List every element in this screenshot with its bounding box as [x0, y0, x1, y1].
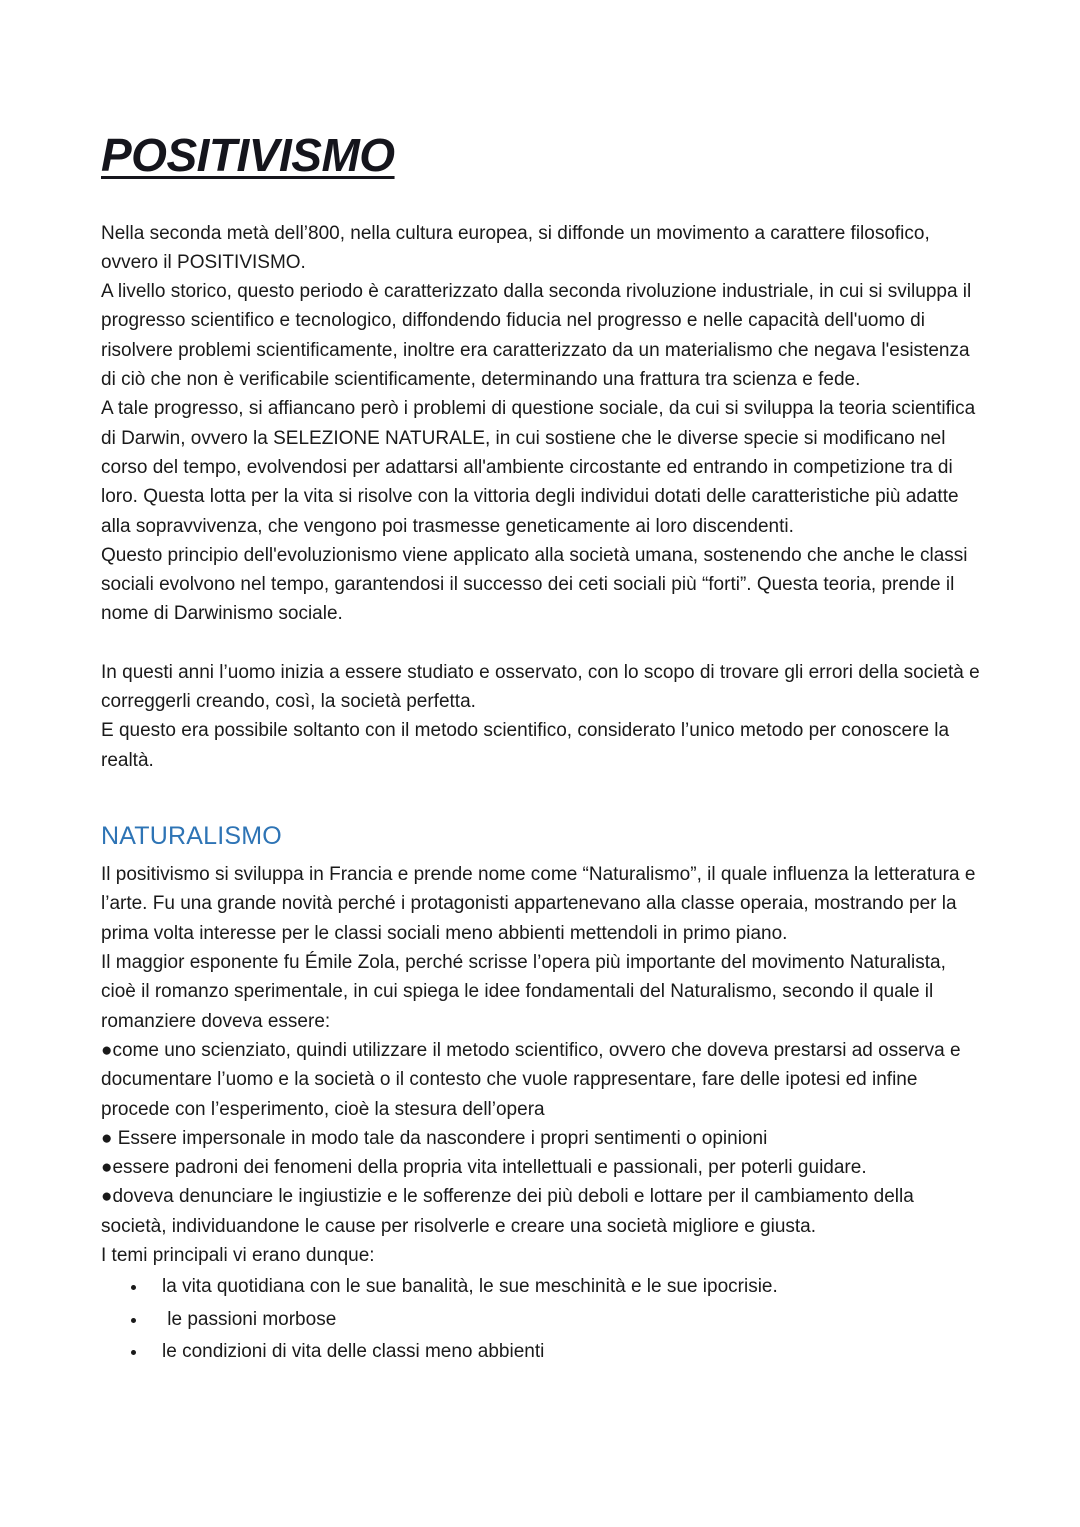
- paragraph: A livello storico, questo periodo è caratterizzato dalla seconda rivoluzione industriale, in cui si sviluppa il progresso scientifico e tecnologico, diffondendo fiducia nel progresso e nelle capacità dell'uomo di risolvere problemi scientificamente, inoltre era caratterizzato da un materialismo che negava l'esistenza di ciò che non è verificabile scientificamente, determinando una frattura tra scienza e fede.: [101, 281, 977, 391]
- title-row: [101, 130, 980, 219]
- intro-section: [101, 219, 980, 629]
- paragraph: ●doveva denunciare le ingiustizie e le sofferenze dei più deboli e lottare per il cambiamento della società, individuandone le cause per risolverle e creare una società migliore e giusta.: [101, 1186, 920, 1237]
- paragraph: In questi anni l’uomo inizia a essere studiato e osservato, con lo scopo di trovare gli errori della società e correggerli creando, così, la società perfetta.: [101, 661, 985, 713]
- paragraph: E questo era possibile soltanto con il metodo scientifico, considerato l’unico metodo per conoscere la realtà.: [101, 720, 955, 771]
- list-item: • le condizioni di vita delle classi meno abbienti: [148, 1337, 980, 1366]
- paragraph: A tale progresso, si affiancano però i problemi di questione sociale, da cui si sviluppa la teoria scientifica di Darwin, ovvero la SELEZIONE NATURALE, in cui sostiene che le diverse specie si modificano nel corso del tempo, evolvendosi per adattarsi all'ambiente circostante ed entrando in competizione tra di loro. Questa lotta per la vita si risolve con la vittoria degli individui dotati delle caratteristiche più adatte alla sopravvivenza, che vengono poi trasmesse geneticamente ai loro discendenti.: [101, 398, 981, 537]
- themes-list: [101, 1272, 980, 1366]
- study-section: [101, 658, 985, 775]
- paragraph: Il positivismo si sviluppa in Francia e prende nome come “Naturalismo”, il quale influenza la letteratura e l’arte. Fu una grande novità perché i protagonisti appartenevano alla classe operaia, mostrando per la prima volta interesse per le classi sociali meno abbienti mettendoli in primo piano.: [101, 864, 981, 944]
- section-heading-naturalismo: NATURALISMO: [101, 821, 282, 850]
- list-item: • la vita quotidiana con le sue banalità, le sue meschinità e le sue ipocrisie.: [148, 1272, 980, 1301]
- paragraph: ●essere padroni dei fenomeni della propria vita intellettuali e passionali, per poterli guidare.: [101, 1157, 867, 1179]
- paragraph: I temi principali vi erano dunque:: [101, 1245, 375, 1267]
- naturalismo-section: [101, 860, 980, 1366]
- paragraph: Nella seconda metà dell’800, nella cultura europea, si diffonde un movimento a carattere filosofico, ovvero il POSITIVISMO.: [101, 222, 936, 273]
- paragraph: Il maggior esponente fu Émile Zola, perché scrisse l’opera più importante del movimento Naturalista, cioè il romanzo sperimentale, in cui spiega le idee fondamentali del Naturalismo, secondo il quale il romanziere doveva essere:: [101, 952, 952, 1032]
- paragraph: ●come uno scienziato, quindi utilizzare il metodo scientifico, ovvero che doveva prestarsi ad osserva e documentare l’uomo e la società o il contesto che vuole rappresentare, fare delle ipotesi ed infine procede con l’esperimento, cioè la stesura dell’opera: [101, 1039, 966, 1120]
- list-item: • le passioni morbose: [148, 1305, 980, 1334]
- paragraph: ● Essere impersonale in modo tale da nascondere i propri sentimenti o opinioni: [101, 1127, 768, 1149]
- blank-line: [101, 629, 980, 658]
- document-title: POSITIVISMO: [101, 129, 395, 181]
- paragraph: Questo principio dell'evoluzionismo viene applicato alla società umana, sostenendo che anche le classi sociali evolvono nel tempo, garantendosi il successo dei ceti sociali più “forti”. Questa teoria, prende il nome di Darwinismo sociale.: [101, 544, 973, 625]
